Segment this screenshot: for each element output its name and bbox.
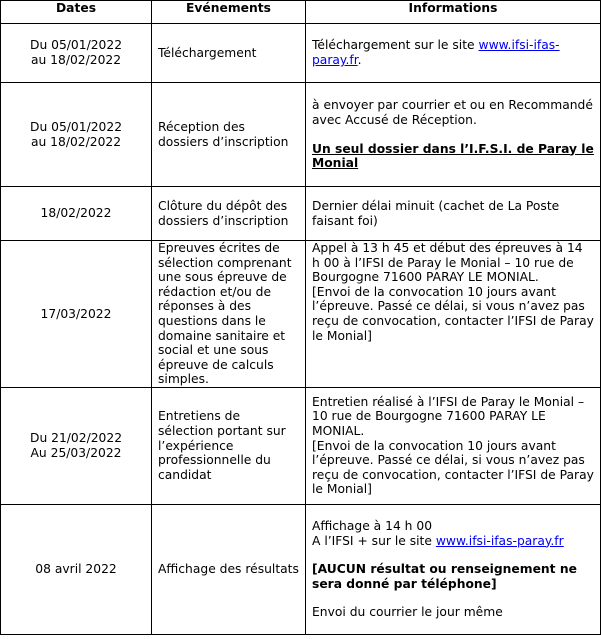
info-suffix: . <box>357 53 362 67</box>
date-end: au 18/02/2022 <box>30 134 122 149</box>
info-line: Affichage à 14 h 00 <box>312 518 433 533</box>
info-note: [Envoi de la convocation 10 jours avant l’épreuve. Passé ce délai, si vous n’avez pas reçu de convocation, contacter l’IFSI de Paray le Monial] <box>312 438 594 497</box>
table-row <box>1 387 601 504</box>
event-cell: Réception des dossiers d’inscription <box>152 83 306 187</box>
date-start: Du 05/01/2022 <box>29 38 123 53</box>
header-dates: Dates <box>1 1 152 24</box>
event-cell: Clôture du dépôt des dossiers d’inscription <box>152 187 306 241</box>
header-info: Informations <box>306 1 601 24</box>
info-cell <box>306 83 601 187</box>
info-cell <box>306 387 601 504</box>
date-cell <box>1 83 152 187</box>
info-bold-notice: [AUCUN résultat ou renseignement ne sera donné par téléphone] <box>312 562 577 591</box>
date-end: au 18/02/2022 <box>30 53 122 67</box>
info-note: [Envoi de la convocation 10 jours avant l’épreuve. Passé ce délai, si vous n’avez pas reçu de convocation, contacter l’IFSI de Paray le Monial] <box>312 284 594 343</box>
event-cell: Affichage des résultats <box>152 504 306 634</box>
date-cell <box>1 387 152 504</box>
website-link[interactable]: www.ifsi-ifas-paray.fr <box>312 38 560 67</box>
date-cell <box>1 24 152 83</box>
website-link[interactable]: www.ifsi-ifas-paray.fr <box>435 533 564 548</box>
info-cell <box>306 24 601 83</box>
date-cell: 08 avril 2022 <box>1 504 152 634</box>
date-cell: 17/03/2022 <box>1 241 152 388</box>
header-row <box>1 1 601 24</box>
info-text: A l’IFSI + sur le site <box>312 533 436 548</box>
table-row <box>1 504 601 634</box>
table-row <box>1 24 601 83</box>
event-cell: Téléchargement <box>152 24 306 83</box>
info-text: Appel à 13 h 45 et début des épreuves à 14 h 00 à l’IFSI de Paray le Monial – 10 rue de Bourgogne 71600 PARAY LE MONIAL. <box>312 241 583 285</box>
table-row <box>1 83 601 187</box>
info-cell <box>306 241 601 388</box>
info-line: Envoi du courrier le jour même <box>312 605 503 620</box>
header-events: Evénements <box>152 1 306 24</box>
info-line <box>312 534 594 549</box>
event-cell: Entretiens de sélection portant sur l’expérience professionnelle du candidat <box>152 387 306 504</box>
event-cell: Epreuves écrites de sélection comprenant une sous épreuve de rédaction et/ou de réponses à des questions dans le domaine sanitaire et social et une sous épreuve de calculs simples. <box>152 241 306 388</box>
table-row <box>1 241 601 388</box>
date-start: Du 05/01/2022 <box>29 119 123 134</box>
date-start: Du 21/02/2022 <box>29 431 123 446</box>
info-cell: Dernier délai minuit (cachet de La Poste faisant foi) <box>306 187 601 241</box>
info-cell <box>306 504 601 634</box>
info-bold-notice: Un seul dossier dans l’I.F.S.I. de Paray le Monial <box>312 141 594 171</box>
info-text: Téléchargement sur le site <box>312 38 479 53</box>
info-text: à envoyer par courrier et ou en Recommandé avec Accusé de Réception. <box>312 98 593 127</box>
date-end: Au 25/03/2022 <box>30 445 122 460</box>
info-text: Entretien réalisé à l’IFSI de Paray le Monial – 10 rue de Bourgogne 71600 PARAY LE MONIAL. <box>312 394 585 439</box>
date-cell: 18/02/2022 <box>1 187 152 241</box>
table-row <box>1 187 601 241</box>
